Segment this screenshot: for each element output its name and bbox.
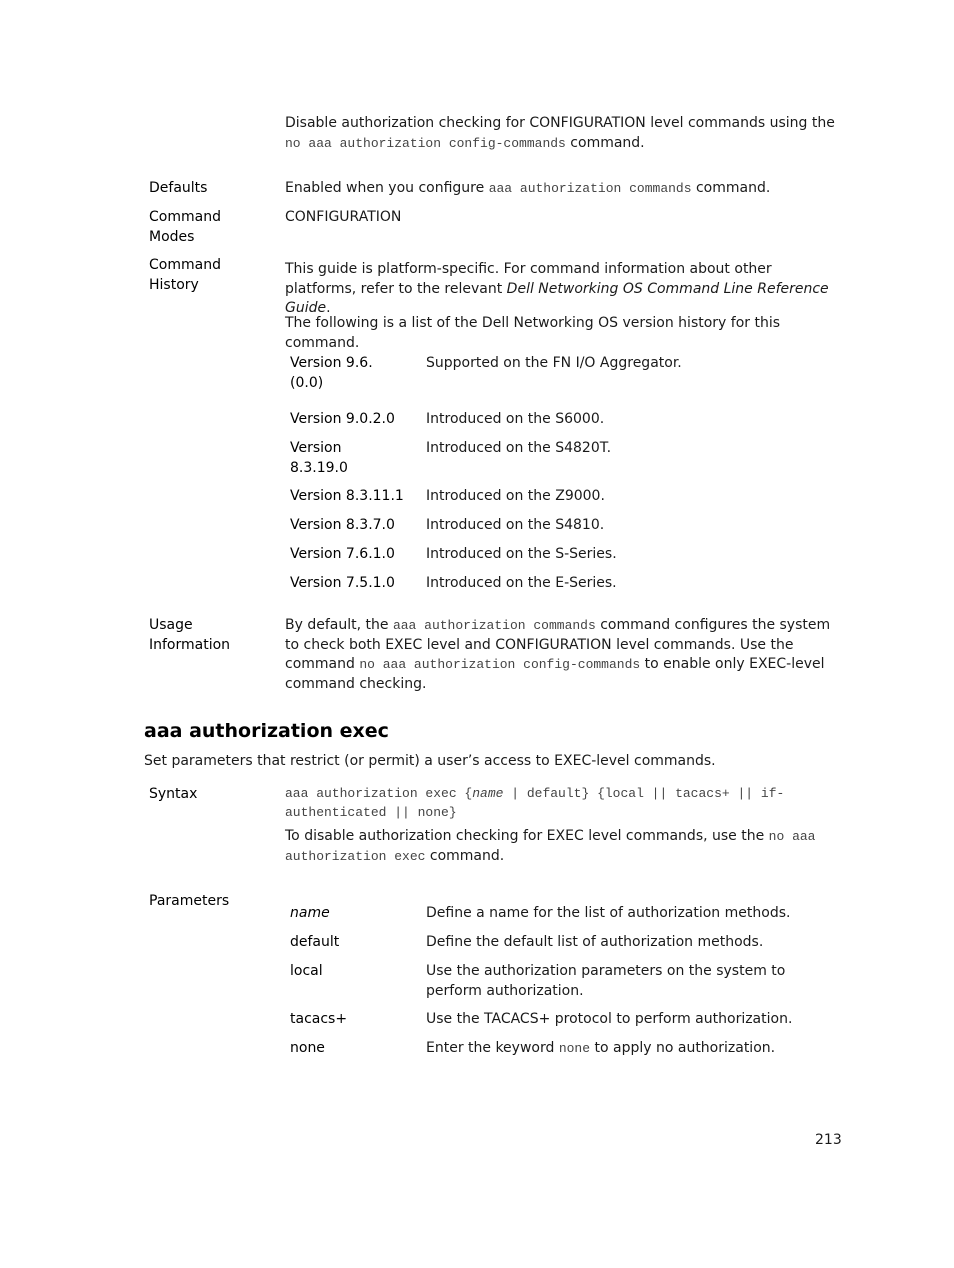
code: aaa authorization exec { — [285, 786, 473, 801]
version-label — [290, 545, 415, 565]
version-line: Version 8.3.7.0 — [290, 517, 395, 533]
defaults-value — [285, 179, 835, 199]
code: no aaa authorization exec — [285, 829, 816, 864]
version-line: 8.3.19.0 — [290, 459, 348, 476]
code: no aaa authorization config-commands — [359, 657, 641, 672]
version-label — [290, 439, 415, 478]
parameter-description — [426, 1039, 836, 1059]
version-label — [290, 354, 415, 393]
version-line: Version 9.6. — [290, 355, 373, 371]
code-italic: name — [472, 786, 504, 801]
version-line: Version — [290, 440, 342, 456]
code: | default} {local || tacacs+ || if-authenticated || none} — [285, 786, 785, 820]
version-label — [290, 487, 415, 507]
section-title: aaa authorization exec — [144, 720, 389, 742]
defaults-label: Defaults — [149, 180, 208, 196]
usage-information-label — [149, 616, 279, 655]
code: aaa authorization commands — [488, 181, 692, 196]
version-line: Version 7.6.1.0 — [290, 546, 395, 562]
label-line: History — [149, 276, 199, 293]
usage-information-text — [285, 616, 835, 694]
version-description: Introduced on the S6000. — [426, 411, 605, 427]
text: command. — [425, 847, 505, 864]
parameter-description: Use the TACACS+ protocol to perform authorization. — [426, 1011, 793, 1027]
label-line: Information — [149, 636, 231, 653]
code: aaa authorization commands — [392, 618, 596, 633]
label-line: Command — [149, 209, 221, 225]
version-line: Version 9.0.2.0 — [290, 411, 395, 427]
parameter-name: local — [290, 963, 323, 979]
config-disable-paragraph — [285, 114, 835, 153]
text: . — [326, 300, 331, 316]
text: Disable authorization checking for CONFIGURATION level commands using the — [285, 115, 835, 131]
version-line: Version 7.5.1.0 — [290, 575, 395, 591]
version-label — [290, 574, 415, 594]
text: to enable only EXEC-level command checking. — [285, 656, 825, 692]
text: This guide is platform-specific. For command information about other platforms, refer to the relevant — [285, 261, 772, 297]
text: Enter the keyword — [426, 1040, 559, 1056]
text: to apply no authorization. — [590, 1040, 776, 1056]
label-line: Command — [149, 257, 221, 273]
label-line: Modes — [149, 228, 195, 245]
parameter-name: default — [290, 934, 340, 950]
page-number: 213 — [815, 1132, 842, 1148]
version-label — [290, 410, 415, 430]
text: command configures the system to check both EXEC level and CONFIGURATION level commands. Use the command — [285, 617, 831, 672]
version-description: Introduced on the Z9000. — [426, 488, 605, 504]
syntax-code — [285, 784, 835, 822]
platform-note — [285, 260, 835, 319]
label-line: Usage — [149, 617, 193, 633]
parameter-description: Define a name for the list of authorization methods. — [426, 905, 791, 921]
syntax-disable-note — [285, 827, 835, 866]
version-description: Supported on the FN I/O Aggregator. — [426, 355, 682, 371]
version-description: Introduced on the E-Series. — [426, 575, 617, 591]
command-modes-value: CONFIGURATION — [285, 209, 402, 225]
command-modes-label — [149, 208, 279, 247]
text: command. — [691, 180, 771, 196]
text: By default, the — [285, 617, 393, 633]
text: To disable authorization checking for EXEC level commands, use the — [285, 828, 769, 844]
parameters-label: Parameters — [149, 893, 230, 909]
code: no aaa authorization config-commands — [285, 135, 566, 151]
version-description: Introduced on the S4810. — [426, 517, 605, 533]
section-intro: Set parameters that restrict (or permit) a user’s access to EXEC-level commands. — [144, 753, 716, 769]
version-line: Version 8.3.11.1 — [290, 488, 404, 504]
version-line: (0.0) — [290, 374, 324, 391]
parameter-name: tacacs+ — [290, 1011, 348, 1027]
version-description: Introduced on the S4820T. — [426, 440, 612, 456]
parameter-description: Define the default list of authorization methods. — [426, 934, 764, 950]
guide-title: Dell Networking OS Command Line Reference Guide — [285, 280, 829, 316]
parameter-description: Use the authorization parameters on the system to perform authorization. — [426, 963, 786, 999]
parameter-name: name — [290, 905, 330, 921]
parameter-name: none — [290, 1040, 325, 1056]
syntax-label: Syntax — [149, 786, 198, 802]
version-description: Introduced on the S-Series. — [426, 546, 617, 562]
code: none — [558, 1041, 591, 1056]
command-history-label — [149, 256, 279, 295]
version-list-intro: The following is a list of the Dell Networking OS version history for this command. — [285, 315, 781, 351]
text: Enabled when you configure — [285, 180, 489, 196]
text: command. — [565, 134, 645, 151]
version-label — [290, 516, 415, 536]
